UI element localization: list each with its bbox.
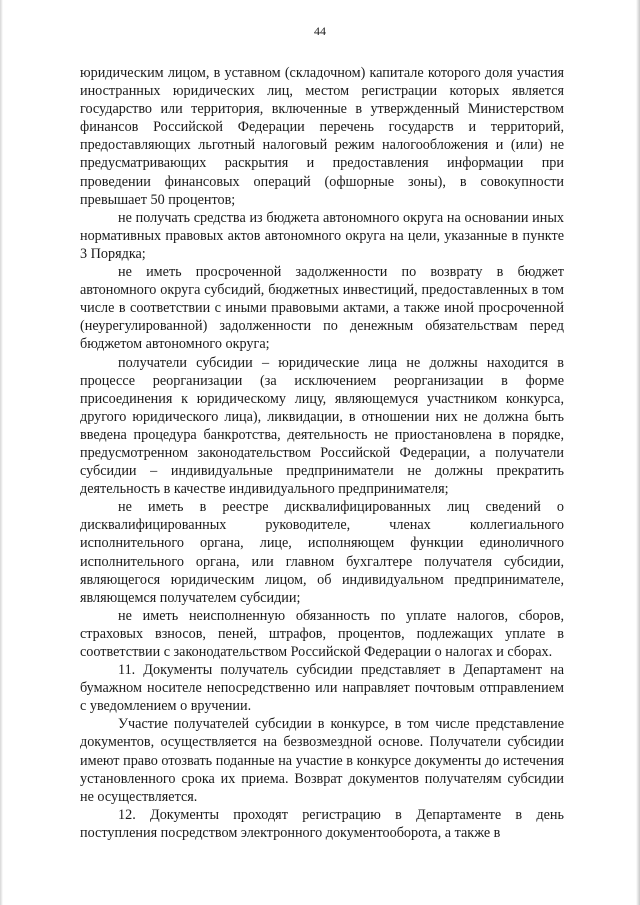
- scan-edge-right: [636, 0, 640, 905]
- paragraph-disqualified-registry: не иметь в реестре дисквалифицированных лиц сведений о дисквалифицированных руководителе, членах коллегиального исполнительного органа, лице, исполняющем функции единоличного исполнительного органа, или главном бухгалтере получателя субсидии, являющегося юридическим лицом, об индивидуальном предпринимателе, являющемся получателем субсидии;: [80, 499, 564, 606]
- paragraph-no-tax-obligations: не иметь неисполненную обязанность по уплате налогов, сборов, страховых взносов, пеней, штрафов, процентов, подлежащих уплате в соответствии с законодательством Российской Федерации о налогах и сборах.: [80, 607, 564, 660]
- paragraph-item-11: 11. Документы получатель субсидии представляет в Департамент на бумажном носителе непосредственно или направляет почтовым отправлением с уведомлением о вручении.: [80, 662, 564, 715]
- scan-edge-left: [0, 0, 3, 905]
- document-body: [80, 64, 564, 842]
- page-number: 44: [314, 24, 326, 38]
- paragraph-no-overdue-debt: не иметь просроченной задолженности по возврату в бюджет автономного округа субсидий, бюджетных инвестиций, предоставленных в том числе в соответствии с иными правовыми актами, а также иной просроченной (неурегулированной) задолженности по денежным обязательствам перед бюджетом автономного округа;: [80, 264, 564, 353]
- paragraph-no-reorganization: получатели субсидии – юридические лица не должны находится в процессе реорганизации (за исключением реорганизации в форме присоединения к юридическому лицу, являющемуся участником конкурса, другого юридического лица), ликвидации, в отношении них не должна быть введена процедура банкротства, деятельность не приостановлена в порядке, предусмотренном законодательством Российской Федерации, а получатели субсидии – индивидуальные предприниматели не должны прекратить деятельность в качестве индивидуального предпринимателя;: [80, 354, 564, 498]
- paragraph-no-budget-funds: не получать средства из бюджета автономного округа на основании иных нормативных правовых актов автономного округа на цели, указанные в пункте 3 Порядка;: [80, 209, 564, 262]
- paragraph-item-12: 12. Документы проходят регистрацию в Департаменте в день поступления посредством электронного документооборота, а также в: [80, 806, 564, 841]
- paragraph-continuation: юридическим лицом, в уставном (складочном) капитале которого доля участия иностранных юридических лиц, местом регистрации которых является государство или территория, включенные в утвержденный Министерством финансов Российской Федерации перечень государств и территорий, предоставляющих льготный налоговый режим налогообложения и (или) не предусматривающих раскрытия и предоставления информации при проведении финансовых операций (офшорные зоны), в совокупности превышает 50 процентов;: [80, 65, 564, 208]
- paragraph-participation: Участие получателей субсидии в конкурсе, в том числе представление документов, осуществляется на безвозмездной основе. Получатели субсидии имеют право отозвать поданные на участие в конкурсе документы до истечения установленного срока их приема. Возврат документов получателям субсидии не осуществляется.: [80, 716, 564, 805]
